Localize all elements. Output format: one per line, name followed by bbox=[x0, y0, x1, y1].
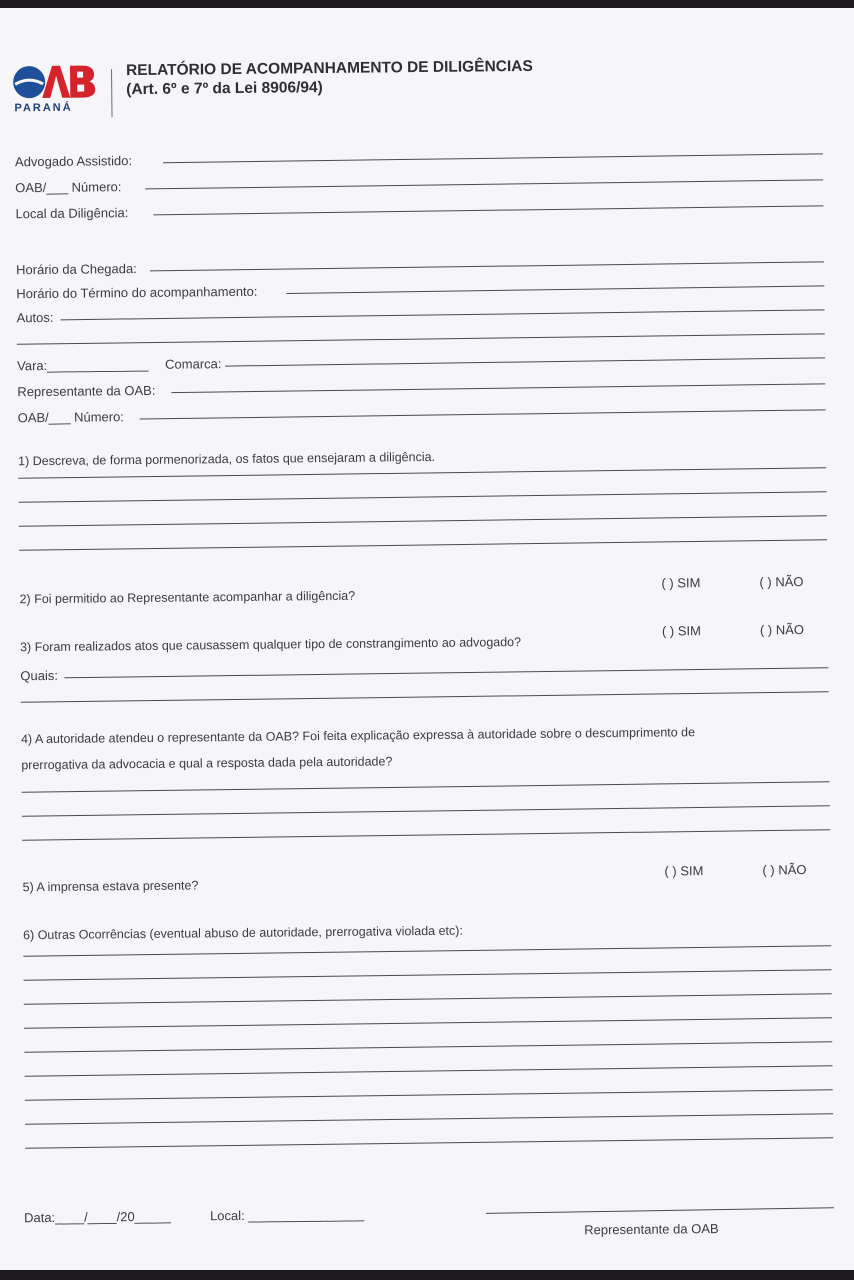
q3-option-sim[interactable]: ( ) SIM bbox=[661, 623, 702, 639]
line-q4-3 bbox=[22, 830, 830, 840]
signature-label: Representante da OAB bbox=[584, 1220, 719, 1238]
signature-line bbox=[486, 1208, 834, 1214]
label-local-diligencia: Local da Diligência: bbox=[15, 205, 129, 222]
q2-option-sim[interactable]: ( ) SIM bbox=[661, 575, 701, 591]
line-q6-7 bbox=[25, 1090, 833, 1100]
question-6: 6) Outras Ocorrências (eventual abuso de autoridade, prerrogativa violada etc): bbox=[23, 923, 463, 943]
q5-option-sim[interactable]: ( ) SIM bbox=[664, 863, 704, 879]
label-horario-termino: Horário do Término do acompanhamento: bbox=[16, 283, 258, 302]
line-oab-numero-representante bbox=[140, 410, 826, 419]
question-1: 1) Descreva, de forma pormenorizada, os fatos que ensejaram a diligência. bbox=[18, 449, 436, 469]
line-q6-5 bbox=[24, 1042, 832, 1052]
title-line-1: RELATÓRIO DE ACOMPANHAMENTO DE DILIGÊNCIAS bbox=[125, 57, 533, 80]
line-q1-3 bbox=[19, 516, 827, 526]
line-q6-2 bbox=[24, 970, 832, 980]
question-3: 3) Foram realizados atos que causassem qualquer tipo de constrangimento ao advogado? bbox=[19, 635, 522, 655]
label-oab-numero: OAB/___ Número: bbox=[15, 179, 122, 196]
line-quais bbox=[64, 668, 828, 678]
q5-option-nao[interactable]: ( ) NÃO bbox=[762, 862, 807, 878]
q3-option-nao[interactable]: ( ) NÃO bbox=[759, 622, 805, 638]
line-advogado-assistido bbox=[163, 154, 823, 163]
line-q6-6 bbox=[25, 1066, 833, 1076]
line-horario-chegada bbox=[150, 262, 824, 271]
line-q6-3 bbox=[24, 994, 832, 1004]
line-representante-oab bbox=[171, 384, 825, 393]
line-autos-2 bbox=[17, 334, 825, 344]
label-horario-chegada: Horário da Chegada: bbox=[16, 261, 137, 278]
footer-date: Data:____/____/20_____ bbox=[23, 1208, 171, 1226]
title-line-2: (Art. 6º e 7º da Lei 8906/94) bbox=[126, 79, 323, 99]
line-q1-4 bbox=[19, 540, 827, 550]
footer-local: Local: ________________ bbox=[209, 1206, 365, 1224]
line-q4-1 bbox=[22, 782, 830, 792]
line-autos bbox=[61, 310, 825, 320]
label-quais: Quais: bbox=[20, 667, 59, 684]
line-q6-9 bbox=[25, 1138, 833, 1148]
question-5: 5) A imprensa estava presente? bbox=[22, 878, 199, 895]
question-4-line-1: 4) A autoridade atendeu o representante da OAB? Foi feita explicação expressa à autoridade sobre o descumprimento de bbox=[20, 725, 696, 747]
line-q6-4 bbox=[24, 1018, 832, 1028]
line-q4-2 bbox=[22, 806, 830, 816]
label-representante-oab: Representante da OAB: bbox=[17, 382, 156, 400]
q2-option-nao[interactable]: ( ) NÃO bbox=[759, 574, 804, 590]
line-q1-1 bbox=[18, 468, 826, 478]
line-horario-termino bbox=[286, 286, 824, 294]
logo-state-text: PARANÁ bbox=[14, 101, 73, 115]
label-advogado-assistido: Advogado Assistido: bbox=[14, 153, 133, 170]
line-q1-2 bbox=[19, 492, 827, 502]
line-local-diligencia bbox=[154, 206, 824, 215]
label-comarca: Comarca: bbox=[165, 356, 222, 372]
line-q6-1 bbox=[23, 946, 831, 956]
line-oab-numero bbox=[145, 180, 823, 189]
question-4-line-2: prerrogativa da advocacia e qual a resposta dada pela autoridade? bbox=[21, 754, 393, 773]
answer-lines bbox=[0, 8, 854, 1270]
label-oab-numero-representante: OAB/___ Número: bbox=[17, 409, 124, 426]
line-comarca bbox=[225, 358, 825, 366]
label-autos: Autos: bbox=[16, 309, 54, 326]
line-q6-8 bbox=[25, 1114, 833, 1124]
form-sheet bbox=[0, 8, 854, 1270]
question-2: 2) Foi permitido ao Representante acompanhar a diligência? bbox=[19, 588, 356, 607]
line-quais-2 bbox=[21, 692, 829, 702]
label-vara: Vara:______________ bbox=[17, 356, 149, 374]
